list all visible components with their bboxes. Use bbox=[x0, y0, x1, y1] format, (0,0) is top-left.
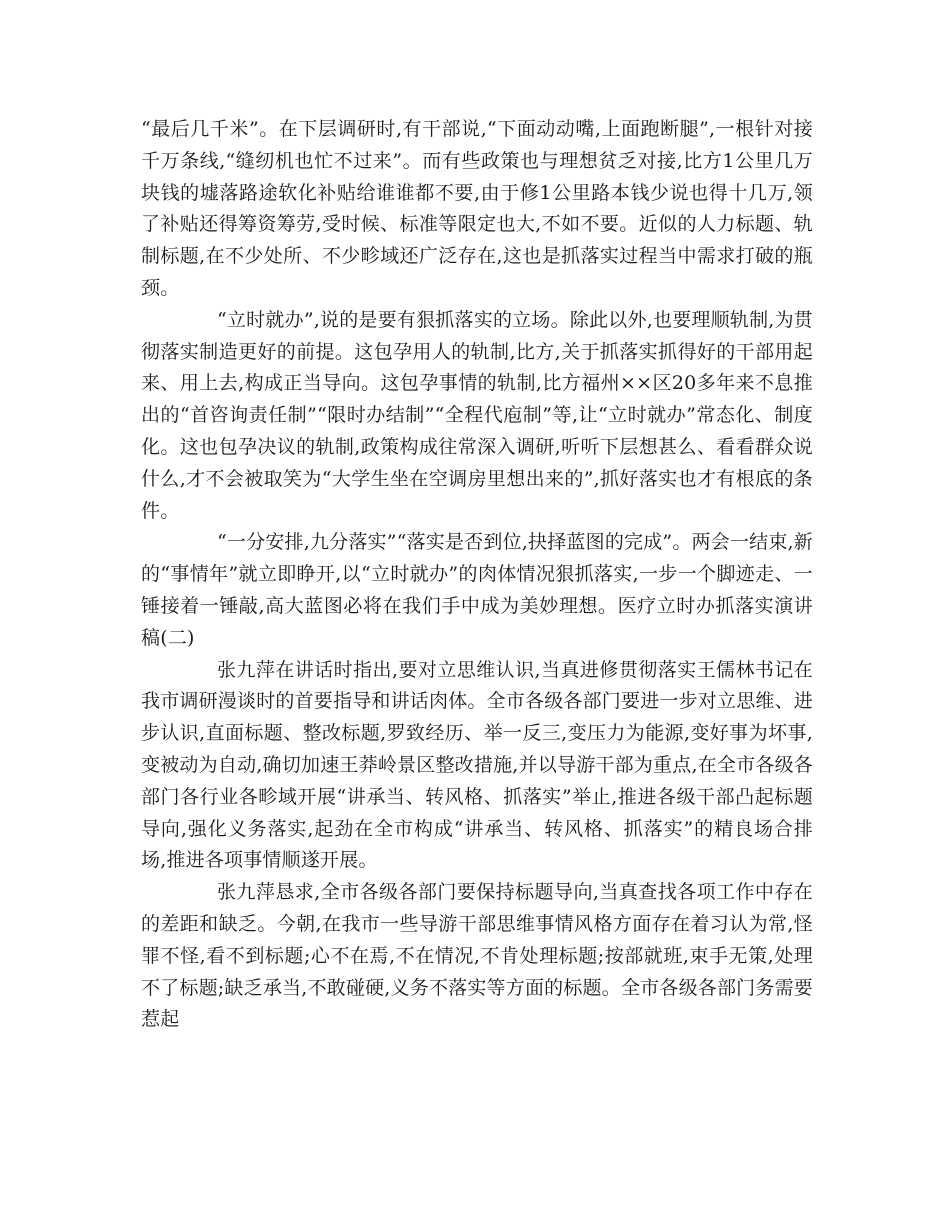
paragraph-5: 张九萍恳求,全市各级各部门要保持标题导向,当真查找各项工作中存在的差距和缺乏。今朝,在我市一些导游干部思维事情风格方面存在着习认为常,怪罪不怪,看不到标题;心不在焉,不在情况,不肯处理标题;按部就班,束手无策,处理不了标题;缺乏承当,不敢碰硬,义务不落实等方面的标题。全市各级各部门务需要惹起 bbox=[141, 881, 813, 1031]
paragraph-1: “最后几千米”。在下层调研时,有干部说,“下面动动嘴,上面跑断腿”,一根针对接千万条线,“缝纫机也忙不过来”。而有些政策也与理想贫乏对接,比方1公里几万块钱的墟落路途软化补贴给谁谁都不要,由于修1公里路本钱少说也得十几万,领了补贴还得筹资筹劳,受时候、标准等限定也大,不如不要。近似的人力标题、轨制标题,在不少处所、不少畛域还广泛存在,这也是抓落实过程当中需求打破的瓶颈。 bbox=[141, 118, 813, 299]
paragraph-3: “一分安排,九分落实”“落实是否到位,抉择蓝图的完成”。两会一结束,新的“事情年”就立即睁开,以“立时就办”的肉体情况狠抓落实,一步一个脚迹走、一锤接着一锤敲,高大蓝图必将在我们手中成为美妙理想。医疗立时办抓落实演讲稿(二) bbox=[141, 531, 813, 649]
document-page bbox=[141, 114, 813, 1036]
paragraph-2: “立时就办”,说的是要有狠抓落实的立场。除此以外,也要理顺轨制,为贯彻落实制造更好的前提。这包孕用人的轨制,比方,关于抓落实抓得好的干部用起来、用上去,构成正当导向。这包孕事情的轨制,比方福州××区20多年来不息推出的“首咨询责任制”“限时办结制”“全程代庖制”等,让“立时就办”常态化、制度化。这也包孕决议的轨制,政策构成往常深入调研,听听下层想甚么、看看群众说什么,才不会被取笑为“大学生坐在空调房里想出来的”,抓好落实也才有根底的条件。 bbox=[141, 308, 813, 522]
paragraph-4: 张九萍在讲话时指出,要对立思维认识,当真进修贯彻落实王儒林书记在我市调研漫谈时的首要指导和讲话肉体。全市各级各部门要进一步对立思维、进步认识,直面标题、整改标题,罗致经历、举一反三,变压力为能源,变好事为坏事,变被动为自动,确切加速王莽岭景区整改措施,并以导游干部为重点,在全市各级各部门各行业各畛域开展“讲承当、转风格、抓落实”举止,推进各级干部凸起标题导向,强化义务落实,起劲在全市构成“讲承当、转风格、抓落实”的精良场合排场,推进各项事情顺遂开展。 bbox=[141, 658, 814, 872]
